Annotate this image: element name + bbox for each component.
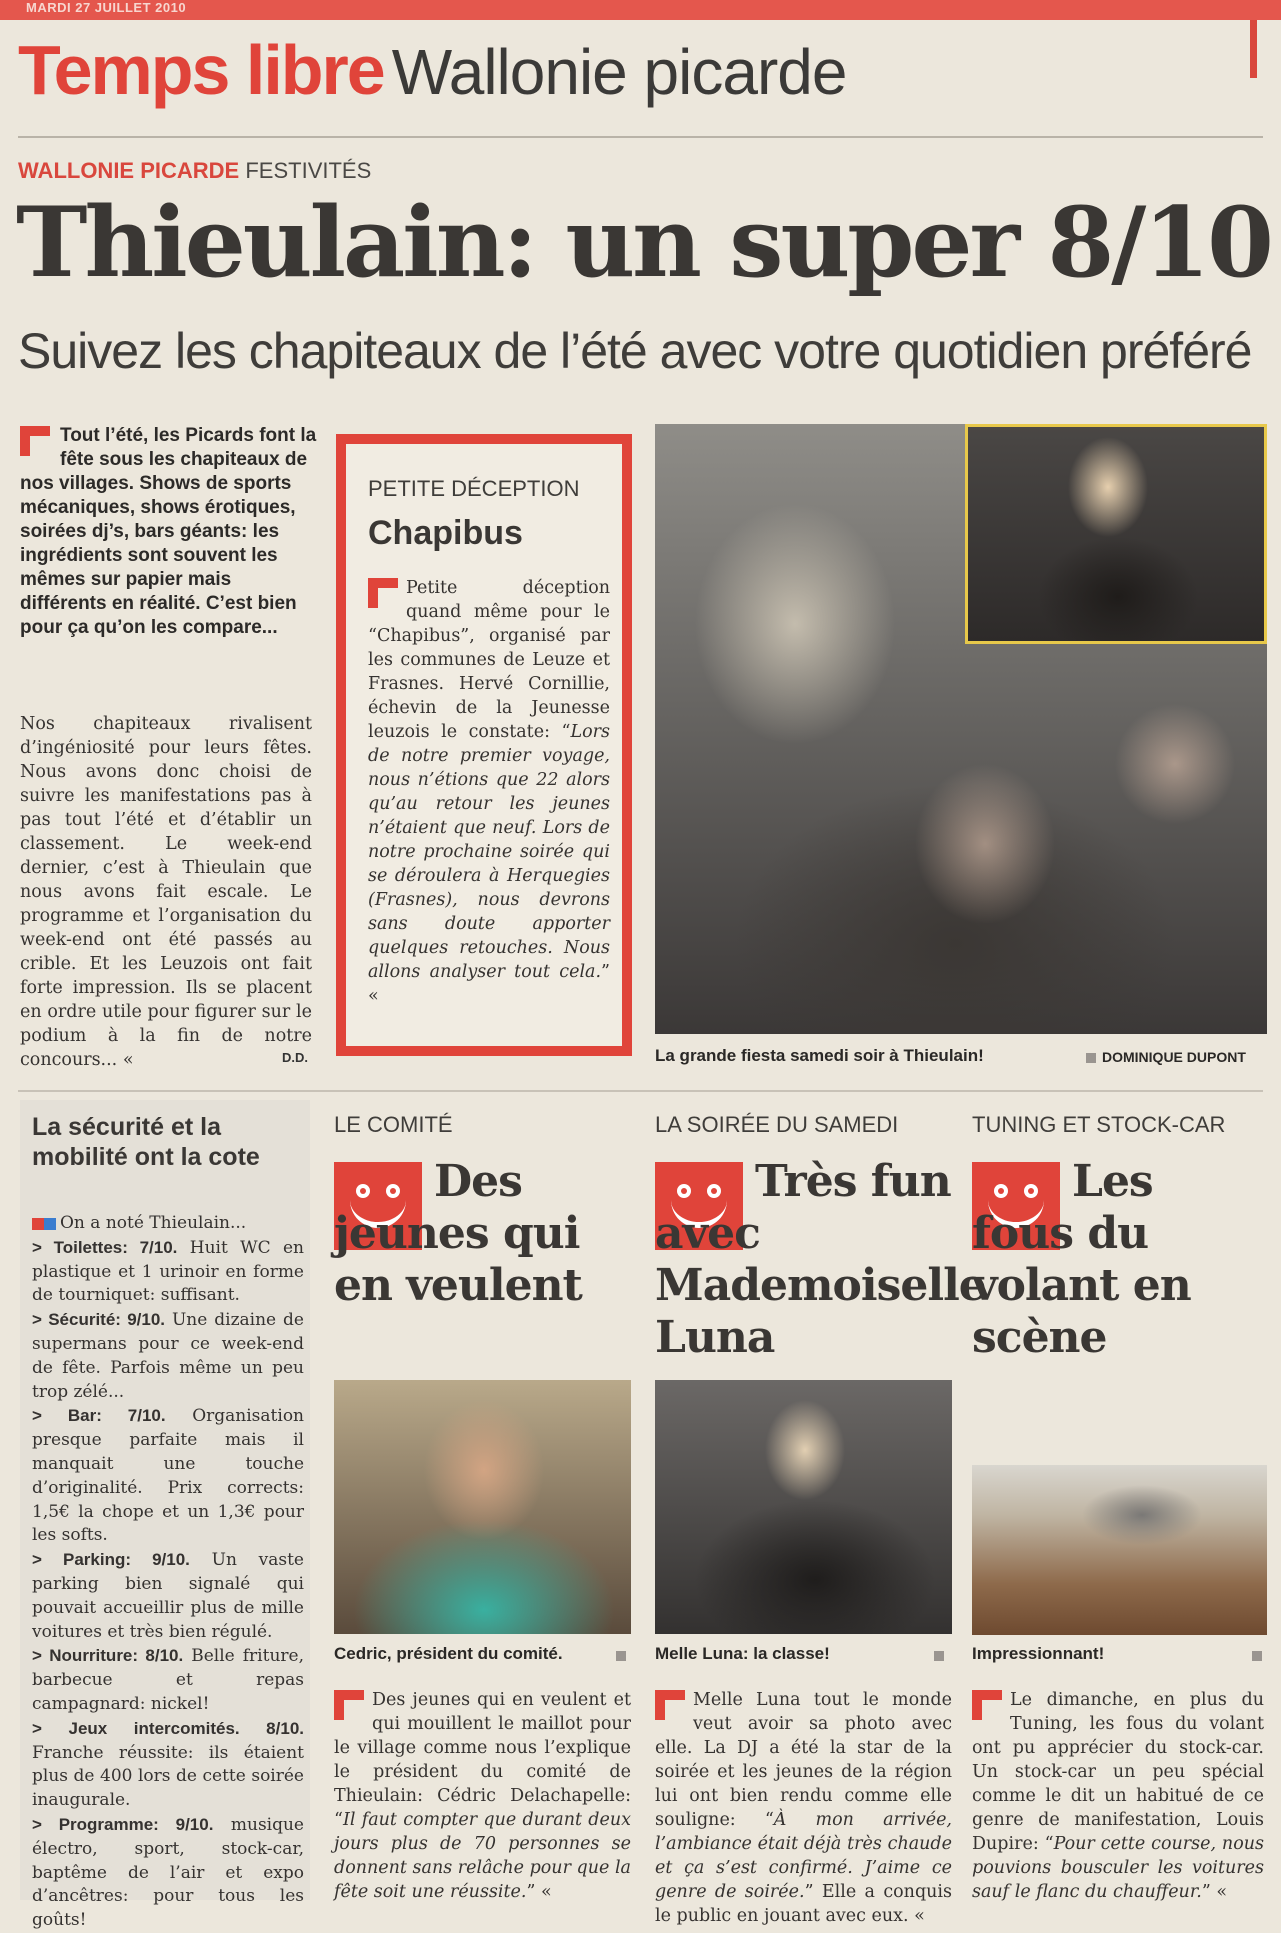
dj-photo (655, 1380, 952, 1634)
author-signature: D.D. (282, 1050, 308, 1065)
article-text-end: ” « (1201, 1882, 1228, 1902)
corner-mark-icon (20, 426, 50, 456)
square-icon (616, 1651, 626, 1661)
issue-date: MARDI 27 JUILLET 2010 (26, 0, 187, 15)
article-headline: Des jeunes qui en veulent (334, 1156, 582, 1311)
corner-mark-icon (368, 578, 398, 608)
top-color-bar (0, 0, 1281, 20)
ratings-sidebar (20, 1100, 310, 1931)
article-text (972, 1688, 1264, 1904)
subheadline: Suivez les chapiteaux de l’été avec votre quotidien préféré (18, 323, 1252, 379)
rating-item (32, 1644, 304, 1716)
rating-text: musique électro, sport, stock-car, baptême de l’air et expo d’ancêtres: pour tous les goûts! (32, 1814, 304, 1931)
main-headline: Thieulain: un super 8/10 (16, 186, 1271, 299)
photo-credit (1086, 1049, 1246, 1065)
president-photo (334, 1380, 631, 1634)
corner-mark-icon (334, 1690, 364, 1720)
rating-label: > Jeux intercomités. 8/10. (32, 1718, 304, 1738)
rating-text: Une dizaine de supermans pour ce week-end de fête. Parfois même un peu trop zélé... (32, 1310, 304, 1402)
divider (18, 1090, 1263, 1092)
article-text-plain: Le dimanche, en plus du Tuning, les fous du volant ont pu apprécier du stock-car. Un stock-car un peu spécial comme le dit un habitué de ce genre de manifestation, Louis Dupire: “ (972, 1690, 1264, 1854)
article-text (334, 1688, 631, 1904)
article-caption: Cedric, président du comité. (334, 1644, 563, 1663)
rating-item (32, 1236, 304, 1308)
kicker-topic: FESTIVITÉS (245, 158, 372, 183)
rating-text: Belle friture, barbecue et repas campagnard: nickel! (32, 1646, 304, 1714)
caption-marker (934, 1645, 950, 1665)
article-text-quote: Il faut compter que durant deux jours plus de 70 personnes se donnent sans relâche pour que la fête soit une réussite. (334, 1810, 631, 1902)
article-caption: Melle Luna: la classe! (655, 1644, 830, 1663)
article-caption: Impressionnant! (972, 1644, 1105, 1663)
lead-paragraph (20, 424, 320, 640)
article-text-quote: Pour cette course, nous pouvions bousculer les voitures sauf le flanc du chauffeur. (972, 1834, 1264, 1902)
rating-label: > Programme: 9/10. (32, 1814, 214, 1834)
body-paragraph: Nos chapiteaux rivalisent d’ingéniosité pour leurs fêtes. Nous avons donc choisi de suivre les manifestations pas à pas tout l’été et d’établir un classement. Le week-end dernier, c’est à Thieulain que nous avons fait escale. Le programme et l’organisation du week-end ont été passés au crible. Et les Leuzois ont fait forte impression. Ils se placent en ordre utile pour figurer sur le podium à la fin de notre concours... « (20, 714, 312, 1070)
article-headline: Très fun avec Mademoiselle Luna (655, 1156, 986, 1363)
box-text-quote: Lors de notre premier voyage, nous n’étions que 22 alors qu’au retour les jeunes n’étaient que neuf. Lors de notre prochaine soirée qui se déroulera à Herquegies (Frasnes), nous devrons sans doute apporter quelques retouches. Nous allons analyser tout cela. (368, 722, 610, 982)
rating-text: Huit WC en plastique et 1 urinoir en forme de tourniquet: suffisant. (32, 1237, 304, 1306)
article-kicker (18, 158, 371, 184)
credit-square-icon (1086, 1053, 1096, 1063)
section-header (18, 30, 846, 110)
sidebar-title: La sécurité et la mobilité ont la cote (32, 1113, 260, 1171)
article-kicker: TUNING ET STOCK-CAR (972, 1112, 1226, 1137)
rating-label: > Nourriture: 8/10. (32, 1646, 184, 1666)
divider (18, 136, 1263, 138)
article-headline: Les fous du volant en scène (972, 1156, 1191, 1363)
article-text-plain: Des jeunes qui en veulent et qui mouillent le maillot pour le village comme nous l’explique le président du comité de Thieulain: Cédric Delachapelle: “ (334, 1690, 631, 1830)
rating-text: Organisation presque parfaite mais il manquait une touche d’originalité. Prix corrects: 1,5€ la chope et un 1,3€ pour les softs. (32, 1406, 304, 1546)
sidebar-intro: On a noté Thieulain... (60, 1213, 247, 1233)
article-text-end: ” Elle a conquis le public en jouant avec eux. « (655, 1882, 952, 1926)
article-text-plain: Melle Luna tout le monde veut avoir sa photo avec elle. La DJ a été la star de la soirée et les jeunes de la région lui ont bien rendu comme elle souligne: “ (655, 1690, 952, 1830)
rating-item (32, 1548, 304, 1644)
rating-item (32, 1813, 304, 1933)
square-icon (1252, 1651, 1262, 1661)
box-text (368, 576, 610, 1008)
stock-car-photo (972, 1465, 1267, 1635)
box-kicker: PETITE DÉCEPTION (368, 476, 580, 501)
main-photo-caption: La grande fiesta samedi soir à Thieulain! (655, 1046, 984, 1065)
article-text-end: ” « (526, 1882, 552, 1902)
flag-icon (32, 1218, 56, 1230)
rating-item (32, 1717, 304, 1813)
box-text-end: ” « (368, 962, 610, 1006)
article-text (655, 1688, 952, 1928)
corner-mark-icon (655, 1690, 685, 1720)
rating-item (32, 1404, 304, 1548)
deception-box (336, 434, 632, 1056)
article-text-quote: À mon arrivée, l’ambiance était déjà très chaude et ça s’est confirmé. J’aime ce genre de soirée. (655, 1810, 952, 1902)
photo-credit-text: DOMINIQUE DUPONT (1102, 1049, 1246, 1065)
sidebar-body (32, 1212, 304, 1933)
dj-inset-photo (965, 424, 1267, 644)
section-region: Wallonie picarde (391, 36, 847, 108)
caption-marker (1252, 1645, 1268, 1665)
rating-label: > Toilettes: 7/10. (32, 1237, 178, 1257)
square-icon (934, 1651, 944, 1661)
lead-text: Tout l’été, les Picards font la fête sous les chapiteaux de nos villages. Shows de sports mécaniques, shows érotiques, soirées dj’s, bars géants: les ingrédients sont souvent les mêmes sur papier mais différents en réalité. C’est bien pour ça qu’on les compare... (20, 425, 317, 638)
rating-item (32, 1308, 304, 1404)
rating-text: Un vaste parking bien signalé qui pouvait accueillir plus de mille voitures et très bien régulé. (32, 1550, 304, 1642)
caption-marker (616, 1645, 632, 1665)
box-text-plain: Petite déception quand même pour le “Chapibus”, organisé par les communes de Leuze et Frasnes. Hervé Cornillie, échevin de la Jeunesse leuzois le constate: “ (368, 578, 610, 742)
corner-mark-icon (972, 1690, 1002, 1720)
red-marker (1250, 20, 1257, 78)
rating-label: > Parking: 9/10. (32, 1550, 190, 1570)
box-title: Chapibus (368, 514, 523, 552)
rating-label: > Sécurité: 9/10. (32, 1310, 166, 1330)
rating-text: Franche réussite: ils étaient plus de 400 lors de cette soirée inaugurale. (32, 1742, 304, 1811)
article-kicker: LA SOIRÉE DU SAMEDI (655, 1112, 899, 1137)
kicker-region: WALLONIE PICARDE (18, 158, 240, 183)
article-kicker: LE COMITÉ (334, 1112, 453, 1137)
section-name: Temps libre (18, 31, 384, 109)
rating-label: > Bar: 7/10. (32, 1406, 166, 1426)
